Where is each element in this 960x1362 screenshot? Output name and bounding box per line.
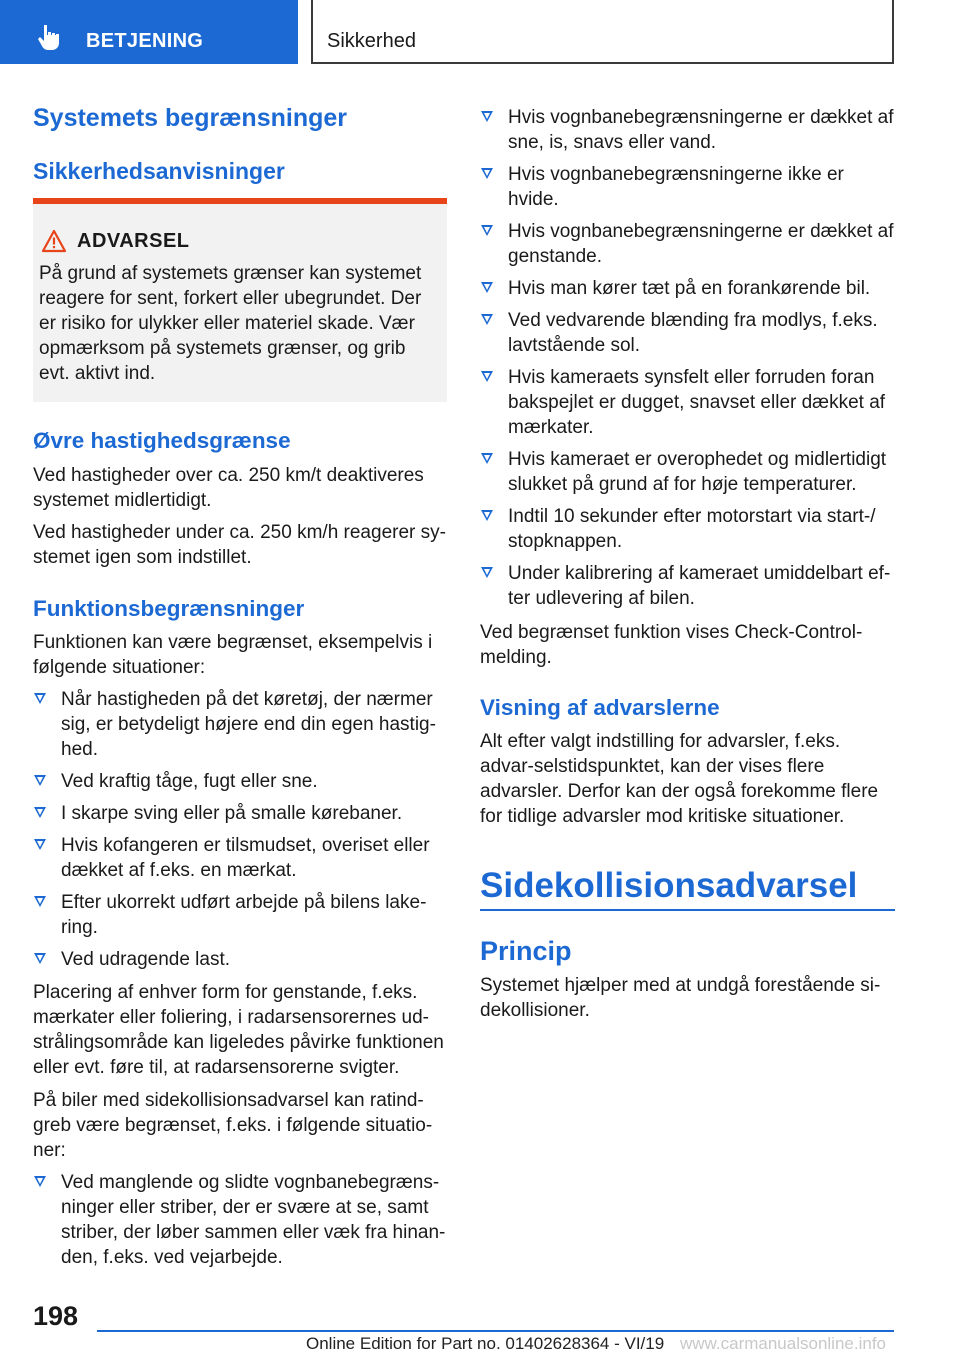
list-item-text: Under kalibrering af kameraet umiddelbart ef-ter udlevering af bilen. <box>508 563 891 609</box>
speed-limit-paragraph-2: Ved hastigheder under ca. 250 km/h reagerer sy-stemet igen som indstillet. <box>33 522 446 568</box>
list-item <box>480 504 895 554</box>
list-item-text: I skarpe sving eller på smalle kørebaner. <box>61 803 403 824</box>
list-item-text: Hvis kameraets synsfelt eller forruden foran bakspejlet er dugget, snavset eller dækket af mærkater. <box>508 367 886 438</box>
section-tab-label: BETJENING <box>86 30 204 52</box>
list-item <box>480 447 895 497</box>
list-item <box>33 890 447 940</box>
list-item-text: Efter ukorrekt udført arbejde på bilens lake-ring. <box>61 892 427 938</box>
list-item <box>480 561 895 611</box>
list-item <box>480 162 895 212</box>
function-limits-heading: Funktionsbegrænsninger <box>33 596 305 621</box>
bullet-arrow-icon <box>34 775 46 786</box>
list-item <box>33 801 447 826</box>
list-item <box>480 105 895 155</box>
chapter-divider <box>480 909 895 911</box>
chapter-tab[interactable] <box>311 0 894 64</box>
bullet-arrow-icon <box>481 567 493 578</box>
list-item <box>480 365 895 440</box>
list-item-text: Ved vedvarende blænding fra modlys, f.eks. lavtstående sol. <box>508 310 878 356</box>
list-item-text: Hvis kameraet er overophedet og midlertidigt slukket på grund af for høje temperaturer. <box>508 449 887 495</box>
bullet-arrow-icon <box>481 510 493 521</box>
check-control-paragraph: Ved begrænset funktion vises Check-Control-melding. <box>480 622 863 668</box>
list-item-text: Ved manglende og slidte vognbanebegræns-ninger eller striber, der er svære at se, samt striber, der løber sammen eller væk fra hinan-den, f.eks. ved vejarbejde. <box>61 1172 446 1268</box>
princip-heading: Princip <box>480 936 572 966</box>
chapter-title: Sidekollisionsadvarsel <box>480 866 858 905</box>
footer-divider <box>97 1330 894 1332</box>
bullet-arrow-icon <box>481 282 493 293</box>
list-item-text: Hvis vognbanebegrænsningerne er dækket af sne, is, snavs eller vand. <box>508 107 894 153</box>
function-limits-intro: Funktionen kan være begrænset, eksempelvis i følgende situationer: <box>33 632 433 678</box>
bullet-arrow-icon <box>34 807 46 818</box>
section-title: Systemets begrænsninger <box>33 104 347 132</box>
bullet-arrow-icon <box>34 839 46 850</box>
warning-box <box>33 198 447 402</box>
bullet-arrow-icon <box>34 1176 46 1187</box>
function-limits-list <box>33 687 447 979</box>
warnings-display-paragraph: Alt efter valgt indstilling for advarsler, f.eks. advar-selstidspunktet, kan der vises flere advarsler. Derfor kan der også forekomme flere for tidlige advarsler mod kritiske situationer. <box>480 731 879 827</box>
list-item-text: Når hastigheden på det køretøj, der nærmer sig, er betydeligt højere end din egen hastig-hed. <box>61 689 436 760</box>
section-tab[interactable] <box>0 0 298 64</box>
warning-title: ADVARSEL <box>77 230 190 252</box>
warning-text: På grund af systemets grænser kan systemet reagere for sent, forkert eller ubegrundet. Der er risiko for ulykker eller materiel skade. Vær opmærksom på systemets grænser, og grib evt. aktivt ind. <box>39 263 422 384</box>
page-number: 198 <box>33 1301 79 1331</box>
subsection-title: Sikkerhedsanvisninger <box>33 158 285 184</box>
list-item-text: Hvis man kører tæt på en forankørende bil. <box>508 278 871 299</box>
bullet-arrow-icon <box>481 168 493 179</box>
edition-text: Online Edition for Part no. 01402628364 - VI/19 <box>306 1334 665 1353</box>
steering-paragraph: På biler med sidekollisionsadvarsel kan ratind-greb være begrænset, f.eks. i følgende situatio-ner: <box>33 1090 433 1161</box>
bullet-arrow-icon <box>481 111 493 122</box>
list-item <box>480 219 895 269</box>
speed-limit-paragraph-1: Ved hastigheder over ca. 250 km/t deaktiveres systemet midlertidigt. <box>33 465 424 511</box>
bullet-arrow-icon <box>34 953 46 964</box>
bullet-arrow-icon <box>481 225 493 236</box>
warning-triangle-icon <box>41 229 67 253</box>
list-item-text: Indtil 10 sekunder efter motorstart via start-/ stopknappen. <box>508 506 876 552</box>
list-item <box>33 687 447 762</box>
bullet-arrow-icon <box>34 896 46 907</box>
speed-limit-heading: Øvre hastighedsgrænse <box>33 428 291 453</box>
list-item-text: Hvis kofangeren er tilsmudset, overiset eller dækket af f.eks. en mærkat. <box>61 835 430 881</box>
bullet-arrow-icon <box>34 693 46 704</box>
list-item <box>480 308 895 358</box>
princip-paragraph: Systemet hjælper med at undgå forestående si-dekollisioner. <box>480 975 881 1021</box>
bullet-arrow-icon <box>481 453 493 464</box>
placement-paragraph: Placering af enhver form for genstande, f.eks. mærkater eller foliering, i radarsensorernes ud-strålingsområde kan ligeledes påvirke funktionen eller evt. føre til, at radarsensorerne svigter. <box>33 982 444 1078</box>
list-item-text: Ved kraftig tåge, fugt eller sne. <box>61 771 318 792</box>
steering-list <box>33 1170 447 1277</box>
list-item-text: Hvis vognbanebegrænsningerne ikke er hvide. <box>508 164 844 210</box>
list-item-text: Hvis vognbanebegrænsningerne er dækket af genstande. <box>508 221 894 267</box>
bullet-arrow-icon <box>481 371 493 382</box>
lane-limits-list <box>480 105 895 618</box>
list-item <box>33 833 447 883</box>
list-item-text: Ved udragende last. <box>61 949 231 970</box>
warnings-display-heading: Visning af advarslerne <box>480 695 720 720</box>
list-item <box>33 1170 447 1270</box>
list-item <box>33 947 447 972</box>
list-item <box>480 276 895 301</box>
watermark: www.carmanualsonline.info <box>680 1334 886 1353</box>
list-item <box>33 769 447 794</box>
hand-pointer-icon <box>36 22 66 52</box>
chapter-tab-label: Sikkerhed <box>327 30 416 52</box>
bullet-arrow-icon <box>481 314 493 325</box>
